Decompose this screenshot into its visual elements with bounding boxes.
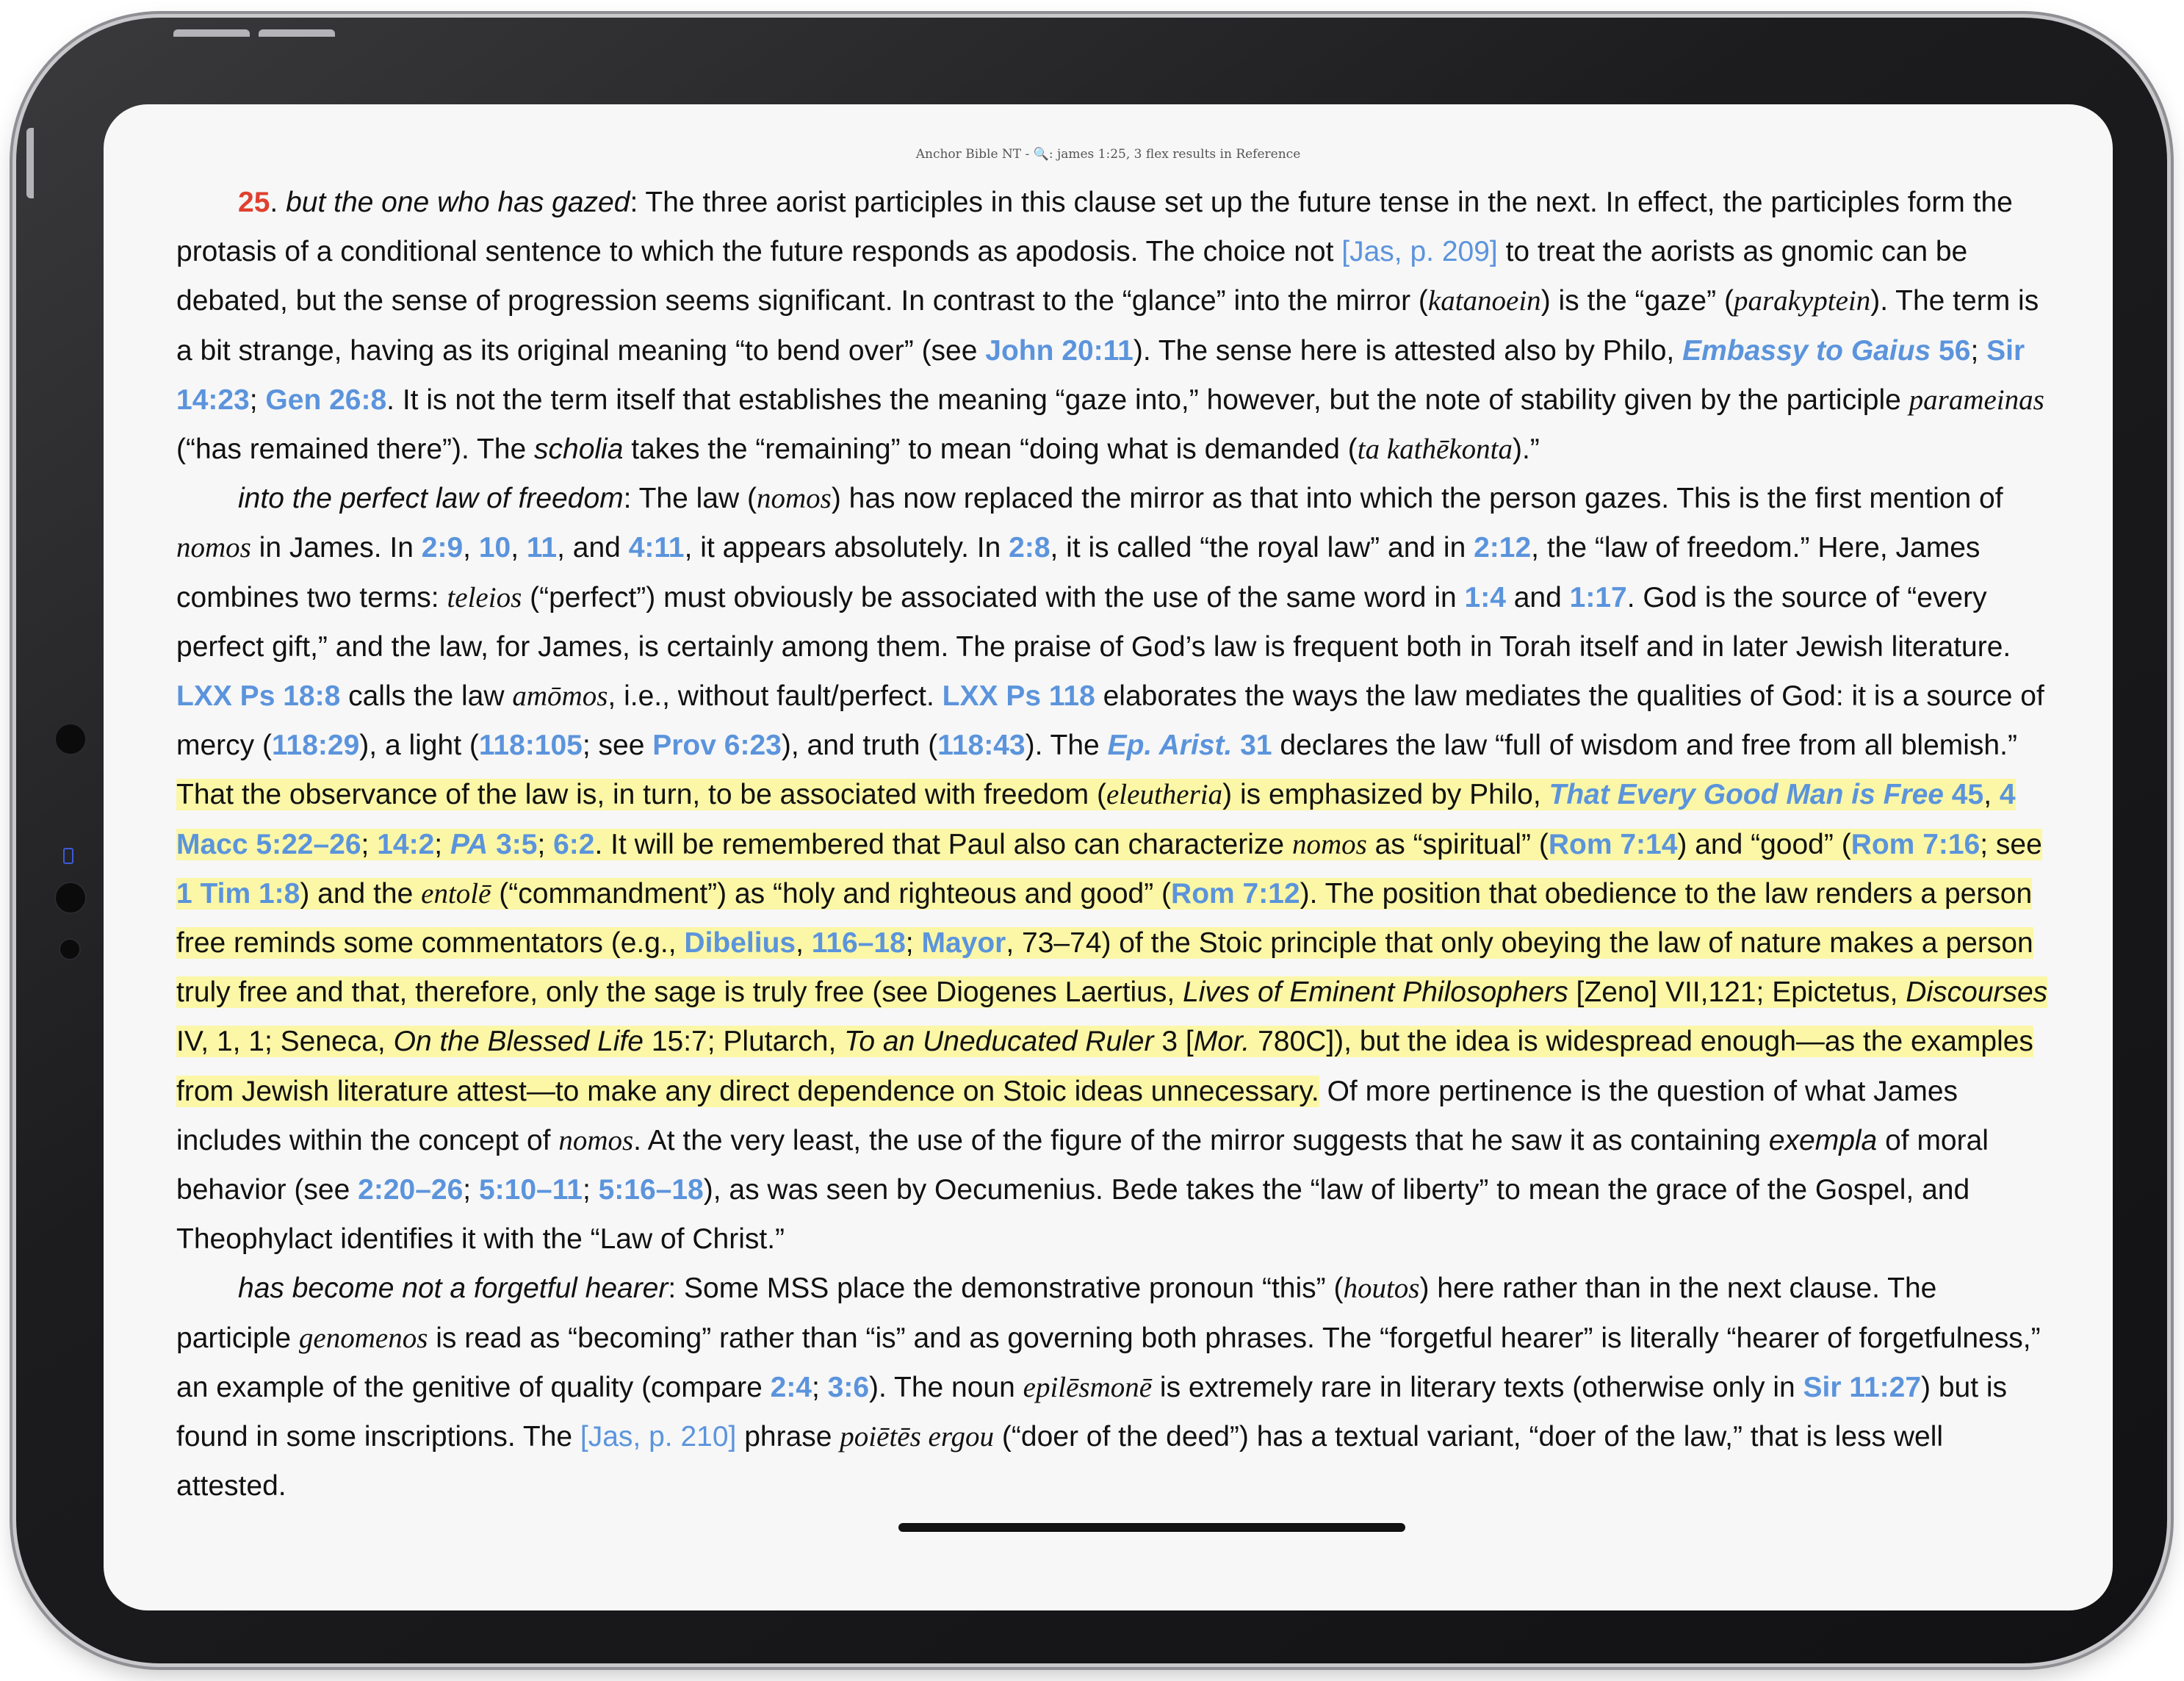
bibliography-link[interactable]: Dibelius	[684, 927, 796, 960]
paragraph-forgetful-hearer: has become not a forgetful hearer: Some MSS place the demonstrative pronoun “this” (houtos) here rather than in the next clause. The participle genomenos is read as “becoming” rather than “is” and as governing both phrases. The “forgetful hearer” is literally “hearer of forgetfulness,” an example of the genitive of quality (compare 2:4; 3:6). The noun epilēsmonē is extremely rare in literary texts (otherwise only in Sir 11:27) but is found in some inscriptions. The [Jas, p. 210] phrase poiētēs ergou (“doer of the deed”) has a textual variant, “doer of the law,” that is less well attested.	[176, 1273, 2041, 1502]
page-ref-link[interactable]: [Jas, p. 210]	[580, 1421, 737, 1453]
greek-term: nomos	[558, 1124, 634, 1156]
greek-term: houtos	[1343, 1273, 1420, 1305]
bible-ref-link[interactable]: 3:6	[827, 1371, 870, 1403]
paragraph-perfect-law: into the perfect law of freedom: The law (nomos) has now replaced the mirror as that into which the person gazes. This is the first mention of nomos in James. In 2:9, 10, 11, and 4:11, it appears absolutely. In 2:8, it is called “the royal law” and in 2:12, the “law of freedom.” Here, James combines two terms: teleios (“perfect”) must obviously be associated with the use of the same word in 1:4 and 1:17. God is the source of “every perfect gift,” and the law, for James, is certainly among them. The praise of God’s law is frequent both in Torah itself and in later Jewish literature. LXX Ps 18:8 calls the law amōmos, i.e., without fault/perfect. LXX Ps 118 elaborates the ways the law mediates the qualities of God: it is a source of mercy (118:29), a light (118:105; see Prov 6:23), and truth (118:43). The Ep. Arist. 31 declares the law “full of wisdom and free from all blemish.” That the observance of the law is, in turn, to be associated with freedom (eleutheria) is emphasized by Philo, That Every Good Man is Free 45, 4 Macc 5:22–26; 14:2; PA 3:5; 6:2. It will be remembered that Paul also can characterize nomos as “spiritual” (Rom 7:14) and “good” (Rom 7:16; see 1 Tim 1:8) and the entolē (“commandment”) as “holy and righteous and good” (Rom 7:12). The position that obedience to the law renders a person free reminds some commentators (e.g., Dibelius, 116–18; Mayor, 73–74) of the Stoic principle that only obeying the law of nature makes a person truly free and that, therefore, only the sage is truly free (see Diogenes Laertius, Lives of Eminent Philosophers [Zeno] VII,121; Epictetus, Discourses IV, 1, 1; Seneca, On the Blessed Life 15:7; Plutarch, To an Uneducated Ruler 3 [Mor. 780C]), but the idea is widespread enough—as the examples from Jewish literature attest—to make any direct dependence on Stoic ideas unnecessary. Of more pertinence is the question of what James includes within the concept of nomos. At the very least, the use of the figure of the mirror suggests that he saw it as containing exempla of moral behavior (see 2:20–26; 5:10–11; 5:16–18), as was seen by Oecumenius. Bede takes the “law of liberty” to mean the grace of the Gospel, and Theophylact identifies it with the “Law of Christ.”	[176, 483, 2048, 1256]
home-indicator[interactable]	[898, 1523, 1405, 1532]
title-bar	[104, 147, 2113, 162]
bible-ref-link[interactable]: 5:10–11	[478, 1174, 583, 1206]
greek-term: epilēsmonē	[1023, 1371, 1153, 1403]
bible-ref-link[interactable]: 2:9	[421, 532, 464, 564]
source-ref-link[interactable]: That Every Good Man is Free	[1549, 779, 1944, 811]
source-ref-link[interactable]: 56	[1931, 334, 1971, 367]
commentary-text[interactable]	[176, 178, 2057, 1511]
bible-ref-link[interactable]: 2:12	[1474, 532, 1532, 564]
greek-term: teleios	[447, 581, 522, 613]
bible-ref-link[interactable]: 1:4	[1464, 581, 1506, 613]
greek-term: amōmos	[512, 680, 608, 713]
bibliography-link[interactable]: Mayor	[921, 927, 1006, 960]
bible-ref-link[interactable]: 118:29	[272, 730, 360, 762]
greek-term: nomos	[756, 483, 832, 515]
paragraph-verse-25: 25. but the one who has gazed: The three aorist participles in this clause set up the future tense in the next. In effect, the participles form the protasis of a conditional sentence to which the future responds as apodosis. The choice not [Jas, p. 209] to treat the aorists as gnomic can be debated, but the sense of progression seems significant. In contrast to the “glance” into the mirror (katanoein) is the “gaze” (parakyptein). The term is a bit strange, having as its original meaning “to bend over” (see John 20:11). The sense here is attested also by Philo, Embassy to Gaius 56; Sir 14:23; Gen 26:8. It is not the term itself that establishes the meaning “gaze into,” however, but the note of stability given by the participle parameinas (“has remained there”). The scholia takes the “remaining” to mean “doing what is demanded (ta kathēkonta).”	[176, 187, 2044, 466]
bible-ref-link[interactable]: 10	[478, 532, 511, 564]
greek-term: genomenos	[298, 1322, 428, 1354]
source-ref-link[interactable]: 45	[1943, 779, 1984, 811]
flash-icon	[59, 938, 81, 960]
power-button	[26, 128, 34, 198]
bible-ref-link[interactable]: 14:2	[377, 828, 435, 860]
sensor-icon	[63, 848, 73, 864]
greek-term: nomos	[176, 532, 251, 564]
greek-term: nomos	[1291, 828, 1367, 860]
source-ref-link[interactable]: 31	[1232, 730, 1272, 762]
greek-term: entolē	[421, 877, 491, 910]
camera-lens-icon	[54, 882, 87, 914]
bibliography-link[interactable]: 116–18	[811, 927, 906, 960]
bible-ref-link[interactable]: 11	[526, 532, 558, 564]
camera-lens-icon	[54, 723, 87, 755]
greek-term: parameinas	[1909, 384, 2044, 416]
bible-ref-link[interactable]: 118:105	[478, 730, 583, 762]
bible-ref-link[interactable]: Rom 7:14	[1548, 828, 1678, 860]
lemma: into the perfect law of freedom	[238, 483, 624, 515]
volume-button	[173, 29, 250, 37]
bible-ref-link[interactable]: 2:8	[1009, 532, 1050, 564]
volume-button	[259, 29, 335, 37]
greek-term: eleutheria	[1106, 779, 1223, 811]
greek-term: katanoein	[1427, 285, 1541, 317]
bible-ref-link[interactable]: 1 Tim 1:8	[176, 877, 300, 910]
bible-ref-link[interactable]: Gen 26:8	[265, 384, 387, 416]
greek-term: ta kathēkonta	[1357, 433, 1513, 466]
bible-ref-link[interactable]: 118:43	[937, 730, 1026, 762]
bible-ref-link[interactable]: John 20:11	[985, 334, 1134, 367]
screen	[104, 104, 2113, 1610]
source-ref-link[interactable]: PA	[450, 828, 489, 860]
titlebar-text: Anchor Bible NT - 🔍: james 1:25, 3 flex results in Reference	[915, 147, 1301, 162]
verse-number: 25	[238, 187, 270, 218]
highlight[interactable]: That the observance of the law is, in turn, to be associated with freedom (eleutheria) is emphasized by Philo, That Every Good Man is Free 45, 4 Macc 5:22–26; 14:2; PA 3:5; 6:2. It will be remembered that Paul also can characterize nomos as “spiritual” (Rom 7:14) and “good” (Rom 7:16; see 1 Tim 1:8) and the entolē (“commandment”) as “holy and righteous and good” (Rom 7:12). The position that obedience to the law renders a person free reminds some commentators (e.g., Dibelius, 116–18; Mayor, 73–74) of the Stoic principle that only obeying the law of nature makes a person truly free and that, therefore, only the sage is truly free (see Diogenes Laertius, Lives of Eminent Philosophers [Zeno] VII,121; Epictetus, Discourses IV, 1, 1; Seneca, On the Blessed Life 15:7; Plutarch, To an Uneducated Ruler 3 [Mor. 780C]), but the idea is widespread enough—as the examples from Jewish literature attest—to make any direct dependence on Stoic ideas unnecessary.	[176, 779, 2048, 1107]
bible-ref-link[interactable]: 1:17	[1569, 581, 1627, 613]
bible-ref-link[interactable]: Prov 6:23	[652, 730, 782, 762]
bible-ref-link[interactable]: 2:4	[770, 1371, 812, 1403]
bible-ref-link[interactable]: 4:11	[628, 532, 685, 564]
source-ref-link[interactable]: 6:2	[553, 828, 595, 860]
lemma: has become not a forgetful hearer	[238, 1273, 668, 1305]
bible-ref-link[interactable]: LXX Ps 118	[942, 680, 1095, 713]
bible-ref-link[interactable]: 4 Macc 5:22–26	[176, 779, 2016, 860]
ipad-frame	[16, 18, 2167, 1663]
bible-ref-link[interactable]: Sir 11:27	[1803, 1371, 1922, 1403]
lemma: but the one who has gazed	[286, 187, 630, 218]
greek-term: parakyptein	[1733, 285, 1871, 317]
source-ref-link[interactable]: Ep. Arist.	[1107, 730, 1233, 762]
bible-ref-link[interactable]: Rom 7:16	[1850, 828, 1981, 860]
greek-term: poiētēs ergou	[840, 1421, 995, 1453]
bible-ref-link[interactable]: LXX Ps 18:8	[176, 680, 341, 713]
bible-ref-link[interactable]: Rom 7:12	[1171, 877, 1300, 910]
bible-ref-link[interactable]: 5:16–18	[598, 1174, 704, 1206]
bible-ref-link[interactable]: Sir 14:23	[176, 334, 2025, 416]
source-ref-link[interactable]: Embassy to Gaius	[1682, 334, 1931, 367]
page-ref-link[interactable]: [Jas, p. 209]	[1341, 236, 1498, 268]
source-ref-link[interactable]: 3:5	[488, 828, 538, 860]
bible-ref-link[interactable]: 2:20–26	[358, 1174, 464, 1206]
